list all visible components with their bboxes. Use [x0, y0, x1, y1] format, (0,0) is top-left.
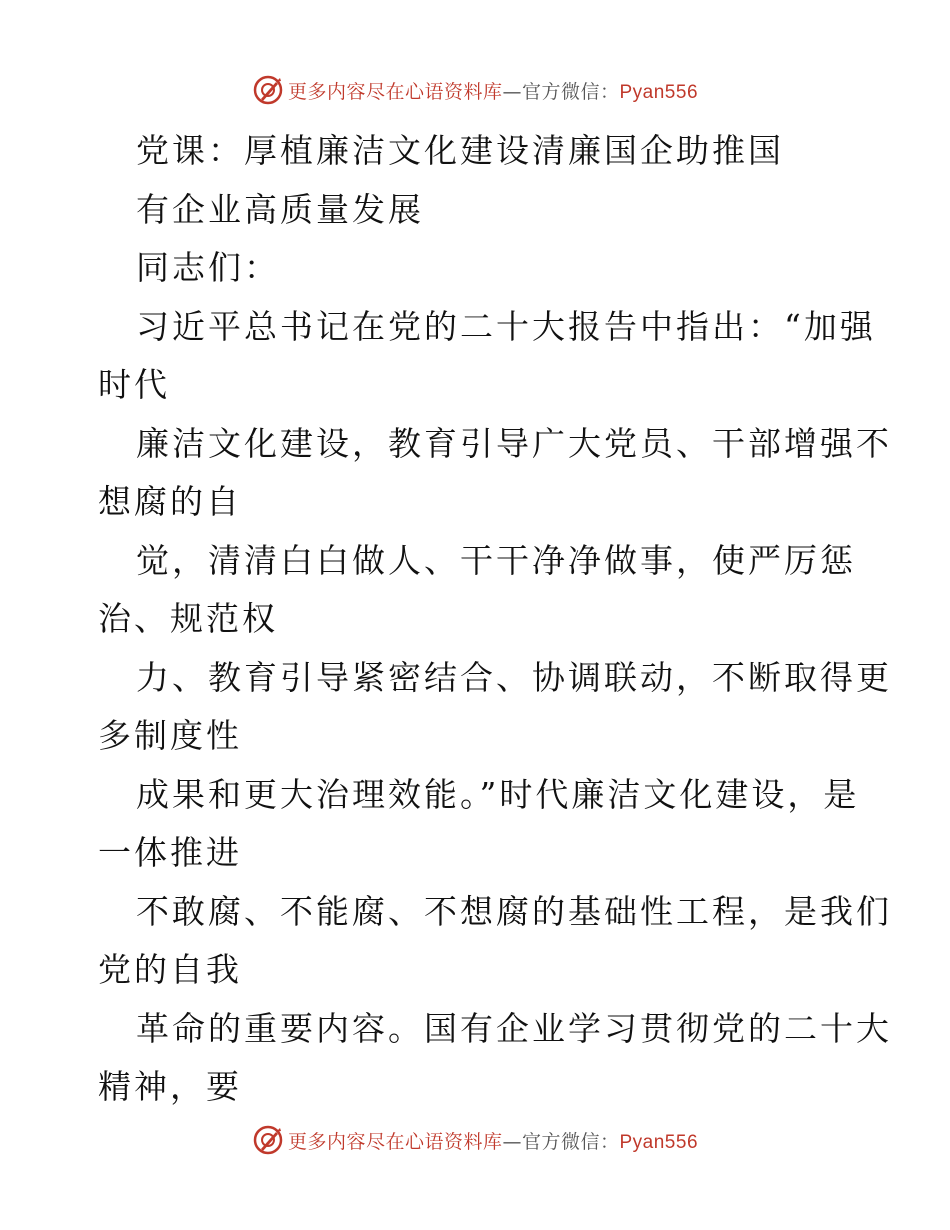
- logo-icon: [252, 1124, 284, 1156]
- banner-account: Pyan556: [619, 81, 699, 103]
- banner-separator: —: [502, 80, 522, 103]
- text-line: 觉，清清白白做人、干干净净做事，使严厉惩: [136, 540, 856, 580]
- text-line: 时代: [98, 365, 170, 404]
- text-line: 不敢腐、不能腐、不想腐的基础性工程，是我们: [136, 891, 892, 931]
- text-line: 同志们：: [136, 248, 280, 287]
- text-line: 力、教育引导紧密结合、协调联动，不断取得更: [136, 657, 892, 697]
- text-line: 精神，要: [98, 1067, 242, 1106]
- banner-account: Pyan556: [619, 1131, 699, 1153]
- text-line: 成果和更大治理效能。”时代廉洁文化建设，是: [136, 774, 860, 814]
- text-line: 廉洁文化建设，教育引导广大党员、干部增强不: [136, 423, 892, 463]
- banner-text: [288, 77, 698, 104]
- banner-wechat-label: 官方微信：: [521, 80, 620, 103]
- text-line: 党的自我: [98, 950, 242, 989]
- text-line: 多制度性: [98, 716, 242, 755]
- text-line: 一体推进: [98, 833, 242, 872]
- banner-wechat-label: 官方微信：: [521, 1130, 620, 1153]
- banner-separator: —: [502, 1130, 522, 1153]
- text-line: 想腐的自: [98, 482, 242, 521]
- banner-text: [288, 1127, 698, 1154]
- text-line: 革命的重要内容。国有企业学习贯彻党的二十大: [136, 1008, 892, 1048]
- text-line: 党课：厚植廉洁文化建设清廉国企助推国: [136, 131, 784, 170]
- text-line: 习近平总书记在党的二十大报告中指出：“加强: [136, 306, 876, 346]
- banner-main-text: 更多内容尽在心语资料库: [287, 1130, 503, 1153]
- text-line: 治、规范权: [98, 599, 278, 638]
- header-banner: [0, 70, 950, 110]
- document-body: [98, 122, 892, 1117]
- logo-icon: [252, 74, 284, 106]
- text-line: 有企业高质量发展: [136, 189, 424, 229]
- footer-banner: [0, 1120, 950, 1160]
- banner-main-text: 更多内容尽在心语资料库: [287, 80, 503, 103]
